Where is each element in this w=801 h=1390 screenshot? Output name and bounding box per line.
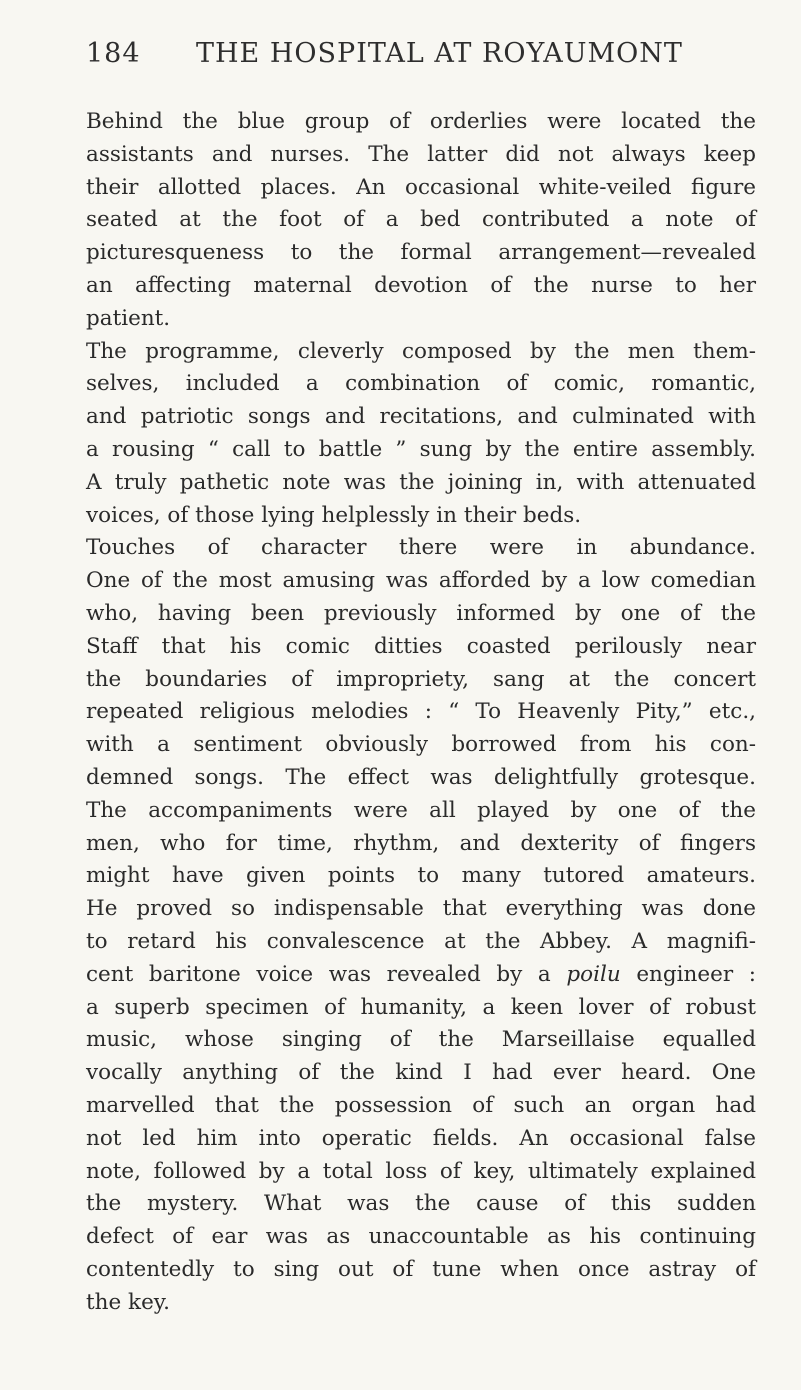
body-text — [86, 106, 756, 1319]
text-line: the boundaries of impropriety, sang at the concert — [86, 666, 756, 692]
page-title: THE HOSPITAL AT ROYAUMONT — [196, 38, 683, 69]
running-head — [86, 38, 756, 78]
text-line: the key. — [86, 1289, 170, 1315]
page-number: 184 — [86, 38, 141, 69]
text-line: and patriotic songs and recitations, and culminated with — [86, 404, 756, 430]
text-line: marvelled that the possession of such an organ had — [86, 1092, 756, 1118]
text-line: not led him into operatic fields. An occasional false — [86, 1125, 756, 1151]
text-line: A truly pathetic note was the joining in, with attenuated — [86, 469, 756, 495]
text-line-poilu: cent baritone voice was revealed by a poilu engineer : — [86, 961, 756, 987]
text-line: music, whose singing of the Marseillaise equalled — [86, 1027, 756, 1053]
text-line: an affecting maternal devotion of the nurse to her — [86, 272, 756, 298]
text-line: note, followed by a total loss of key, ultimately explained — [86, 1158, 756, 1184]
text-line: patient. — [86, 305, 171, 331]
text-line: defect of ear was as unaccountable as his continuing — [86, 1224, 756, 1250]
text-line: Staff that his comic ditties coasted perilously near — [86, 633, 756, 659]
text-line: to retard his convalescence at the Abbey. A magnifi- — [86, 928, 756, 954]
text-line: with a sentiment obviously borrowed from his con- — [86, 732, 756, 758]
text-line: voices, of those lying helplessly in their beds. — [86, 502, 582, 528]
text-line: One of the most amusing was afforded by a low comedian — [86, 568, 756, 594]
text-line: seated at the foot of a bed contributed a note of — [86, 207, 756, 233]
text-line: demned songs. The effect was delightfully grotesque. — [86, 764, 756, 790]
text-line: He proved so indispensable that everything was done — [86, 896, 756, 922]
text-line: The programme, cleverly composed by the men them- — [86, 338, 756, 364]
text-line: selves, included a combination of comic, romantic, — [86, 371, 756, 397]
text-line: who, having been previously informed by one of the — [86, 600, 756, 626]
text-line: a rousing “ call to battle ” sung by the entire assembly. — [86, 436, 756, 462]
text-line: picturesqueness to the formal arrangement—revealed — [86, 240, 756, 266]
text-line: a superb specimen of humanity, a keen lover of robust — [86, 994, 756, 1020]
text-line: the mystery. What was the cause of this sudden — [86, 1191, 756, 1217]
text-line: Touches of character there were in abundance. — [86, 535, 756, 561]
text-line: contentedly to sing out of tune when once astray of — [86, 1256, 756, 1282]
text-line: men, who for time, rhythm, and dexterity of fingers — [86, 830, 756, 856]
text-line: The accompaniments were all played by one of the — [86, 797, 756, 823]
text-line: Behind the blue group of orderlies were located the — [86, 109, 756, 134]
text-line: assistants and nurses. The latter did not always keep — [86, 141, 756, 167]
text-line: vocally anything of the kind I had ever heard. One — [86, 1060, 756, 1086]
text-line: their allotted places. An occasional white-veiled figure — [86, 174, 756, 200]
text-line: might have given points to many tutored amateurs. — [86, 863, 756, 889]
text-line: repeated religious melodies : “ To Heavenly Pity,” etc., — [86, 699, 756, 725]
